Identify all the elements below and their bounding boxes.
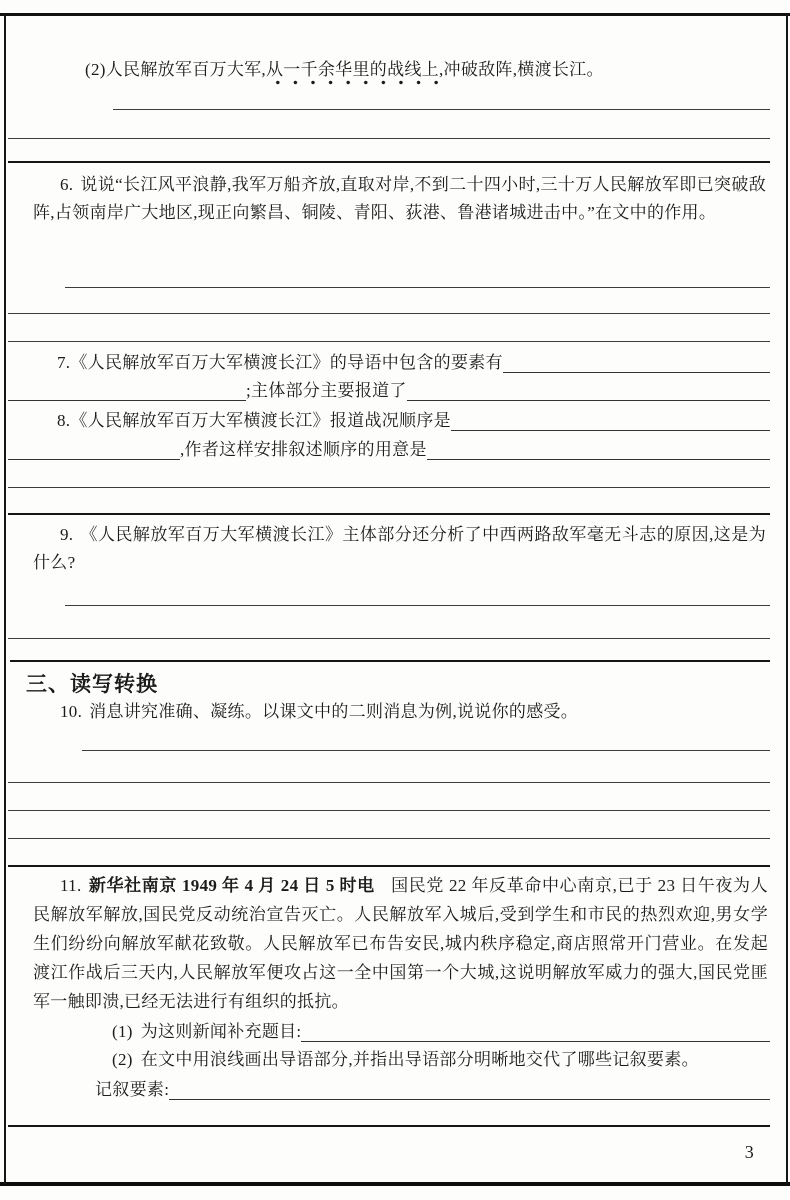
question-7-line-1 <box>57 349 770 377</box>
question-10-number: 10. <box>60 702 83 721</box>
page-border-left <box>4 14 6 1184</box>
answer-blank-line <box>8 138 770 139</box>
sub-item-2-text: 在文中用浪线画出导语部分,并指出导语部分明晰地交代了哪些记叙要素。 <box>140 1050 699 1069</box>
item-2-sentence <box>85 56 766 84</box>
fill-in-blank <box>8 459 180 460</box>
question-9 <box>33 521 766 577</box>
answer-blank-line <box>8 865 770 867</box>
sub-item-3-label: 记叙要素: <box>95 1080 170 1099</box>
answer-blank-line <box>8 161 770 163</box>
answer-blank-line <box>8 487 770 488</box>
answer-blank-line <box>113 109 770 110</box>
fill-in-blank <box>301 1041 770 1042</box>
page-number: 3 <box>744 1142 754 1162</box>
item-2-pre-text: 人民解放军百万大军, <box>105 60 266 79</box>
section-divider-line <box>10 660 770 662</box>
answer-blank-line <box>65 605 770 606</box>
answer-blank-line <box>8 810 770 811</box>
fill-in-blank <box>451 430 770 431</box>
question-10-text: 消息讲究准确、凝练。以课文中的二则消息为例,说说你的感受。 <box>89 702 579 721</box>
question-11-number: 11. <box>60 876 82 895</box>
question-8-text-1: 《人民解放军百万大军横渡长江》报道战况顺序是 <box>70 411 451 430</box>
question-7-number: 7. <box>57 353 71 372</box>
item-2-post-text: ,冲破敌阵,横渡长江。 <box>438 60 604 79</box>
question-10 <box>33 698 766 726</box>
fill-in-blank <box>503 372 770 373</box>
question-8-line-2 <box>8 436 770 464</box>
fill-in-blank <box>407 400 770 401</box>
question-11-body-text: 国民党 22 年反革命中心南京,已于 23 日午夜为人民解放军解放,国民党反动统治宣告灭亡。人民解放军入城后,受到学生和市民的热烈欢迎,男女学生们纷纷向解放军献花致敬。人民解放军已布告安民,城内秩序稳定,商店照常开门营业。在发起渡江作战后三天内,人民解放军便攻占这一全中国第一个大城,这说明解放军威力的强大,国民党匪军一触即溃,已经无法进行有组织的抵抗。 <box>33 876 768 1011</box>
question-11 <box>33 871 768 1016</box>
question-11-sub-1 <box>112 1018 770 1046</box>
item-2-label: (2) <box>85 60 106 79</box>
sub-item-2-label: (2) <box>112 1050 133 1069</box>
question-8-number: 8. <box>57 411 71 430</box>
sub-item-1-label: (1) <box>112 1022 133 1041</box>
section-3-title: 三、读写转换 <box>26 672 158 696</box>
fill-in-blank <box>169 1099 770 1100</box>
question-11-dateline: 新华社南京 1949 年 4 月 24 日 5 时电 <box>88 876 375 895</box>
answer-blank-line <box>8 782 770 783</box>
fill-in-blank <box>427 459 770 460</box>
sub-item-1-text: 为这则新闻补充题目: <box>140 1022 302 1041</box>
question-6-text: 说说“长江风平浪静,我军万船齐放,直取对岸,不到二十四小时,三十万人民解放军即已突破敌阵,占领南岸广大地区,现正向繁昌、铜陵、青阳、荻港、鲁港诸城进击中。”在文中的作用。 <box>33 175 766 222</box>
answer-blank-line <box>82 750 770 751</box>
answer-blank-line <box>8 638 770 639</box>
fill-in-blank <box>8 400 246 401</box>
answer-blank-line <box>8 313 770 314</box>
question-7-line-2 <box>8 377 770 405</box>
question-6-number: 6. <box>60 175 74 194</box>
answer-blank-line <box>65 287 770 288</box>
question-9-text: 《人民解放军百万大军横渡长江》主体部分还分析了中西两路敌军毫无斗志的原因,这是为什么? <box>33 525 766 572</box>
question-7-text-2: ;主体部分主要报道了 <box>246 381 407 400</box>
question-8-text-2: ,作者这样安排叙述顺序的用意是 <box>180 440 427 459</box>
question-7-text-1: 《人民解放军百万大军横渡长江》的导语中包含的要素有 <box>70 353 503 372</box>
answer-blank-line <box>8 513 770 515</box>
question-6 <box>33 171 766 227</box>
question-11-sub-3 <box>95 1076 770 1104</box>
page-border-bottom <box>0 1182 790 1186</box>
item-2-emphasized-text: 从一千余华里的战线上 <box>266 60 439 85</box>
footer-divider-line <box>8 1125 770 1127</box>
question-9-number: 9. <box>60 525 74 544</box>
answer-blank-line <box>8 838 770 839</box>
page-border-top <box>0 13 790 16</box>
question-8-line-1 <box>57 407 770 435</box>
answer-blank-line <box>8 341 770 342</box>
question-11-sub-2 <box>112 1046 768 1074</box>
page-border-right <box>786 14 788 1184</box>
